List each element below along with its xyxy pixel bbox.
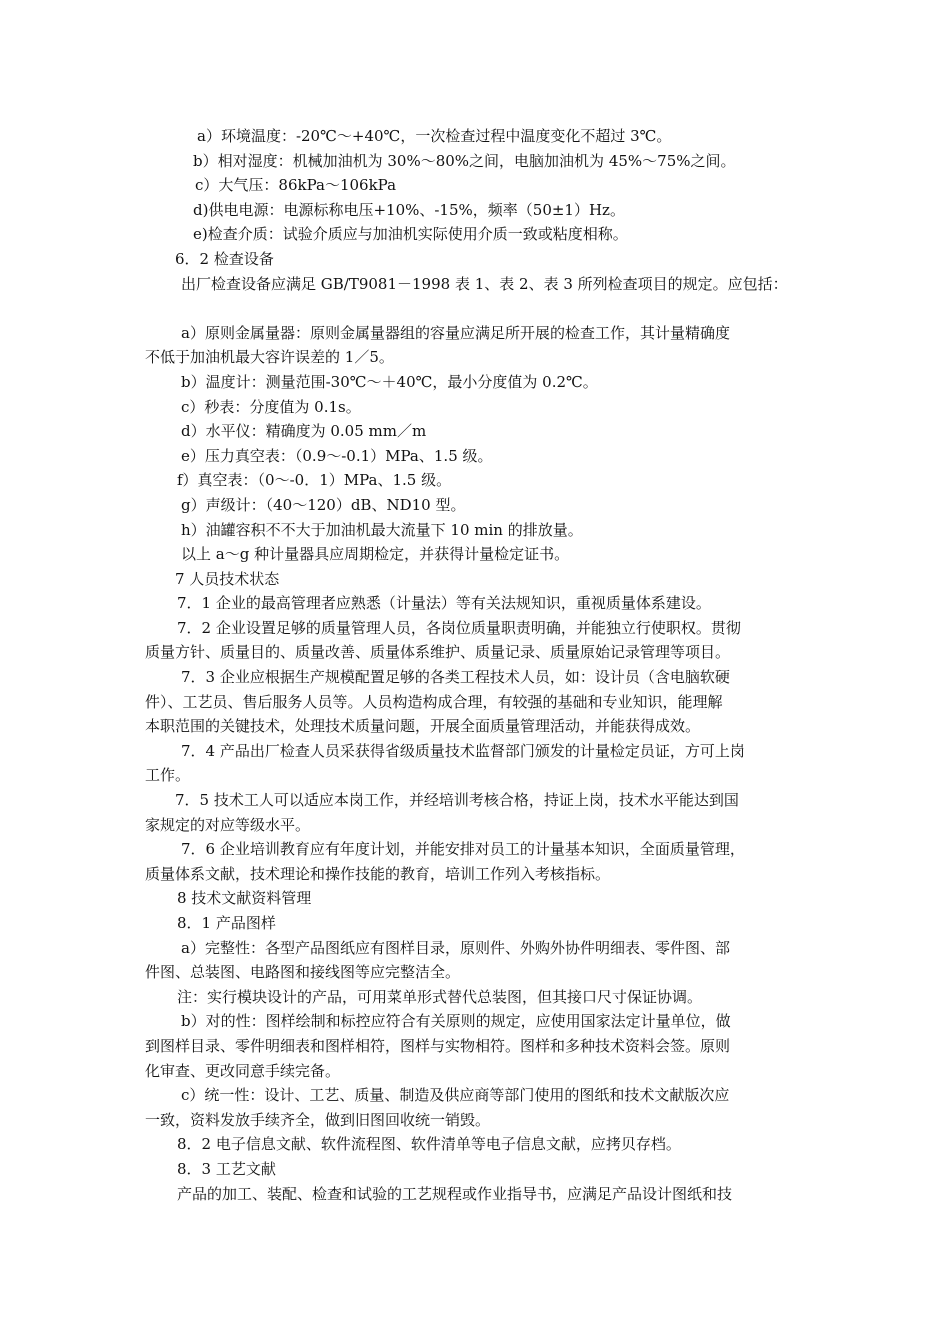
text-line: h）油罐容积不不大于加油机最大流量下 10 min 的排放量。 bbox=[181, 520, 583, 539]
text-line: d）水平仪：精确度为 0.05 mm／m bbox=[181, 422, 427, 441]
text-line: 注：实行模块设计的产品，可用菜单形式替代总装图，但其接口尺寸保证协调。 bbox=[177, 987, 703, 1006]
text-line: 8．2 电子信息文献、软件流程图、软件清单等电子信息文献，应拷贝存档。 bbox=[177, 1135, 681, 1154]
text-line: 7．4 产品出厂检查人员采获得省级质量技术监督部门颁发的计量检定员证，方可上岗 bbox=[181, 741, 745, 760]
text-line: 一致，资料发放手续齐全，做到旧图回收统一销毁。 bbox=[145, 1110, 491, 1129]
text-line: 以上 a～g 种计量器具应周期检定，并获得计量检定证书。 bbox=[181, 545, 570, 564]
text-line: 到图样目录、零件明细表和图样相符，图样与实物相符。图样和多种技术资料会签。原则 bbox=[145, 1036, 731, 1055]
text-line: 7．5 技术工人可以适应本岗工作，并经培训考核合格，持证上岗，技术水平能达到国 bbox=[175, 791, 739, 810]
text-line: 7．1 企业的最高管理者应熟悉（计量法）等有关法规知识，重视质量体系建设。 bbox=[177, 594, 711, 613]
text-line bbox=[145, 296, 815, 321]
text-line: 8 技术文献资料管理 bbox=[177, 889, 312, 908]
text-line: a）原则金属量器：原则金属量器组的容量应满足所开展的检查工作，其计量精确度 bbox=[181, 323, 730, 342]
text-line: 8．3 工艺文献 bbox=[177, 1159, 276, 1178]
text-line: 7．6 企业培训教育应有年度计划，并能安排对员工的计量基本知识，全面质量管理， bbox=[181, 840, 745, 859]
text-line: 件图、总装图、电路图和接线图等应完整洁全。 bbox=[145, 963, 461, 982]
text-line: 7 人员技术状态 bbox=[175, 569, 280, 588]
text-line: b）对的性：图样绘制和标控应符合有关原则的规定，应使用国家法定计量单位，做 bbox=[181, 1012, 731, 1031]
text-line: 家规定的对应等级水平。 bbox=[145, 815, 311, 834]
text-line: c）大气压：86kPa～106kPa bbox=[195, 176, 397, 195]
text-line: 工作。 bbox=[145, 766, 191, 785]
text-line: a）完整性：各型产品图纸应有图样目录，原则件、外购外协件明细表、零件图、部 bbox=[181, 938, 730, 957]
text-line: 质量方针、质量目的、质量改善、质量体系维护、质量记录、质量原始记录管理等项目。 bbox=[145, 643, 731, 662]
text-line: 化审查、更改同意手续完备。 bbox=[145, 1061, 341, 1080]
text-line: f）真空表：（0～-0．1）MPa、1.5 级。 bbox=[177, 471, 452, 490]
text-line: e)检查介质：试验介质应与加油机实际使用介质一致或粘度相称。 bbox=[193, 225, 628, 244]
text-line: b）相对湿度：机械加油机为 30%～80%之间，电脑加油机为 45%～75%之间。 bbox=[193, 151, 736, 170]
text-line: g）声级计：（40～120）dB、ND10 型。 bbox=[181, 495, 466, 514]
text-line: 件）、工艺员、售后服务人员等。人员构造构成合理，有较强的基础和专业知识，能理解 bbox=[145, 692, 723, 711]
text-line: 出厂检查设备应满足 GB/T9081－1998 表 1、表 2、表 3 所列检查项目的规定。应包括： bbox=[181, 274, 788, 293]
text-line: 7．2 企业设置足够的质量管理人员，各岗位质量职责明确，并能独立行使职权。贯彻 bbox=[177, 618, 741, 637]
text-line: a）环境温度：-20℃～+40℃，一次检查过程中温度变化不超过 3℃。 bbox=[197, 127, 672, 145]
text-line: 本职范围的关键技术，处理技术质量问题，开展全面质量管理活动，并能获得成效。 bbox=[145, 717, 701, 736]
text-line: 7．3 企业应根据生产规模配置足够的各类工程技术人员，如：设计员（含电脑软硬 bbox=[181, 668, 730, 687]
text-line: 不低于加油机最大容许误差的 1／5。 bbox=[145, 348, 394, 367]
text-line: 6．2 检查设备 bbox=[175, 249, 274, 268]
text-line: c）秒表：分度值为 0.1s。 bbox=[181, 397, 361, 416]
text-line: 产品的加工、装配、检查和试验的工艺规程或作业指导书，应满足产品设计图纸和技 bbox=[177, 1184, 733, 1203]
text-line: 8．1 产品图样 bbox=[177, 914, 276, 932]
document-body bbox=[145, 124, 815, 1206]
text-line: 质量体系文献，技术理论和操作技能的教育，培训工作列入考核指标。 bbox=[145, 864, 611, 883]
text-line: e）压力真空表：（0.9～-0.1）MPa、1.5 级。 bbox=[181, 446, 493, 465]
text-line: c）统一性：设计、工艺、质量、制造及供应商等部门使用的图纸和技术文献版次应 bbox=[181, 1086, 730, 1105]
text-line: d)供电电源：电源标称电压+10%、-15%，频率（50±1）Hz。 bbox=[193, 200, 625, 219]
text-line: b）温度计：测量范围-30℃～＋40℃，最小分度值为 0.2℃。 bbox=[181, 372, 598, 391]
